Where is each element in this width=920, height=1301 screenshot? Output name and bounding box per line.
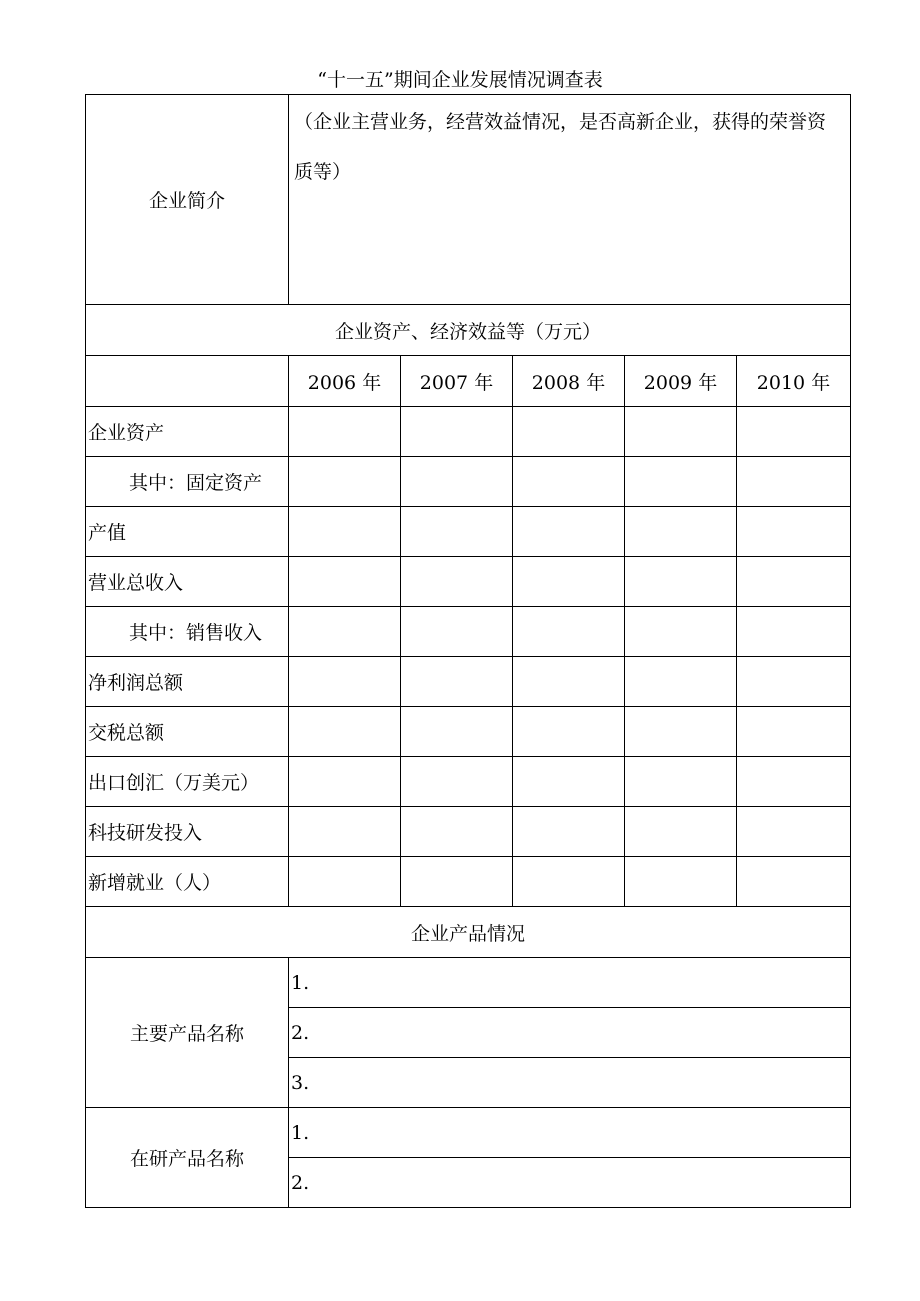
value-cell[interactable] [737,457,851,507]
value-cell[interactable] [289,407,401,457]
row-label: 交税总额 [86,707,289,757]
intro-hint-text: （企业主营业务，经营效益情况，是否高新企业，获得的荣誉资质等） [294,111,827,183]
year-header: 2008 年 [513,356,625,407]
value-cell[interactable] [625,607,737,657]
value-cell[interactable] [625,807,737,857]
value-cell[interactable] [401,607,513,657]
value-cell[interactable] [289,457,401,507]
row-label: 产值 [86,507,289,557]
products-heading-row [86,907,851,958]
value-cell[interactable] [289,807,401,857]
year-header: 2010 年 [737,356,851,407]
value-cell[interactable] [289,757,401,807]
value-cell[interactable] [401,857,513,907]
value-cell[interactable] [401,457,513,507]
value-cell[interactable] [289,557,401,607]
value-cell[interactable] [737,707,851,757]
year-header-corner [86,356,289,407]
value-cell[interactable] [737,557,851,607]
value-cell[interactable] [289,657,401,707]
row-label: 其中：销售收入 [86,607,289,657]
finance-row [86,807,851,857]
intro-label: 企业简介 [86,95,289,305]
value-cell[interactable] [289,607,401,657]
value-cell[interactable] [737,507,851,557]
value-cell[interactable] [737,807,851,857]
value-cell[interactable] [625,657,737,707]
value-cell[interactable] [625,457,737,507]
finance-row [86,707,851,757]
finance-heading-row [86,305,851,356]
value-cell[interactable] [513,507,625,557]
main-products-label: 主要产品名称 [86,958,289,1108]
main-product-field[interactable]: 1. [289,958,851,1008]
value-cell[interactable] [401,407,513,457]
value-cell[interactable] [401,757,513,807]
research-products-label: 在研产品名称 [86,1108,289,1208]
main-product-field[interactable]: 2. [289,1008,851,1058]
value-cell[interactable] [737,407,851,457]
finance-row [86,557,851,607]
value-cell[interactable] [513,657,625,707]
value-cell[interactable] [513,607,625,657]
value-cell[interactable] [625,407,737,457]
row-label: 营业总收入 [86,557,289,607]
research-product-row [86,1108,851,1158]
value-cell[interactable] [625,757,737,807]
row-label: 科技研发投入 [86,807,289,857]
value-cell[interactable] [513,757,625,807]
value-cell[interactable] [737,657,851,707]
row-label: 新增就业（人） [86,857,289,907]
main-product-row [86,958,851,1008]
value-cell[interactable] [289,857,401,907]
value-cell[interactable] [513,807,625,857]
row-label: 净利润总额 [86,657,289,707]
value-cell[interactable] [401,807,513,857]
value-cell[interactable] [513,457,625,507]
value-cell[interactable] [737,607,851,657]
finance-row [86,657,851,707]
row-label: 出口创汇（万美元） [86,757,289,807]
value-cell[interactable] [513,707,625,757]
page-title: “十一五”期间企业发展情况调查表 [317,69,603,91]
intro-field[interactable] [289,95,851,305]
value-cell[interactable] [737,757,851,807]
products-heading: 企业产品情况 [86,907,851,958]
intro-row [86,95,851,305]
row-label: 企业资产 [86,407,289,457]
value-cell[interactable] [625,857,737,907]
value-cell[interactable] [513,857,625,907]
finance-row [86,757,851,807]
year-header: 2007 年 [401,356,513,407]
value-cell[interactable] [513,407,625,457]
value-cell[interactable] [289,707,401,757]
finance-row [86,457,851,507]
value-cell[interactable] [625,507,737,557]
finance-row [86,407,851,457]
finance-row [86,607,851,657]
main-product-field[interactable]: 3. [289,1058,851,1108]
survey-table [85,94,851,1208]
research-product-field[interactable]: 1. [289,1108,851,1158]
finance-row [86,507,851,557]
row-label: 其中：固定资产 [86,457,289,507]
value-cell[interactable] [401,507,513,557]
research-product-field[interactable]: 2. [289,1158,851,1208]
value-cell[interactable] [401,657,513,707]
year-header: 2009 年 [625,356,737,407]
value-cell[interactable] [625,557,737,607]
year-header-row [86,356,851,407]
value-cell[interactable] [737,857,851,907]
value-cell[interactable] [401,707,513,757]
value-cell[interactable] [289,507,401,557]
value-cell[interactable] [513,557,625,607]
finance-row [86,857,851,907]
year-header: 2006 年 [289,356,401,407]
finance-heading: 企业资产、经济效益等（万元） [86,305,851,356]
value-cell[interactable] [625,707,737,757]
value-cell[interactable] [401,557,513,607]
